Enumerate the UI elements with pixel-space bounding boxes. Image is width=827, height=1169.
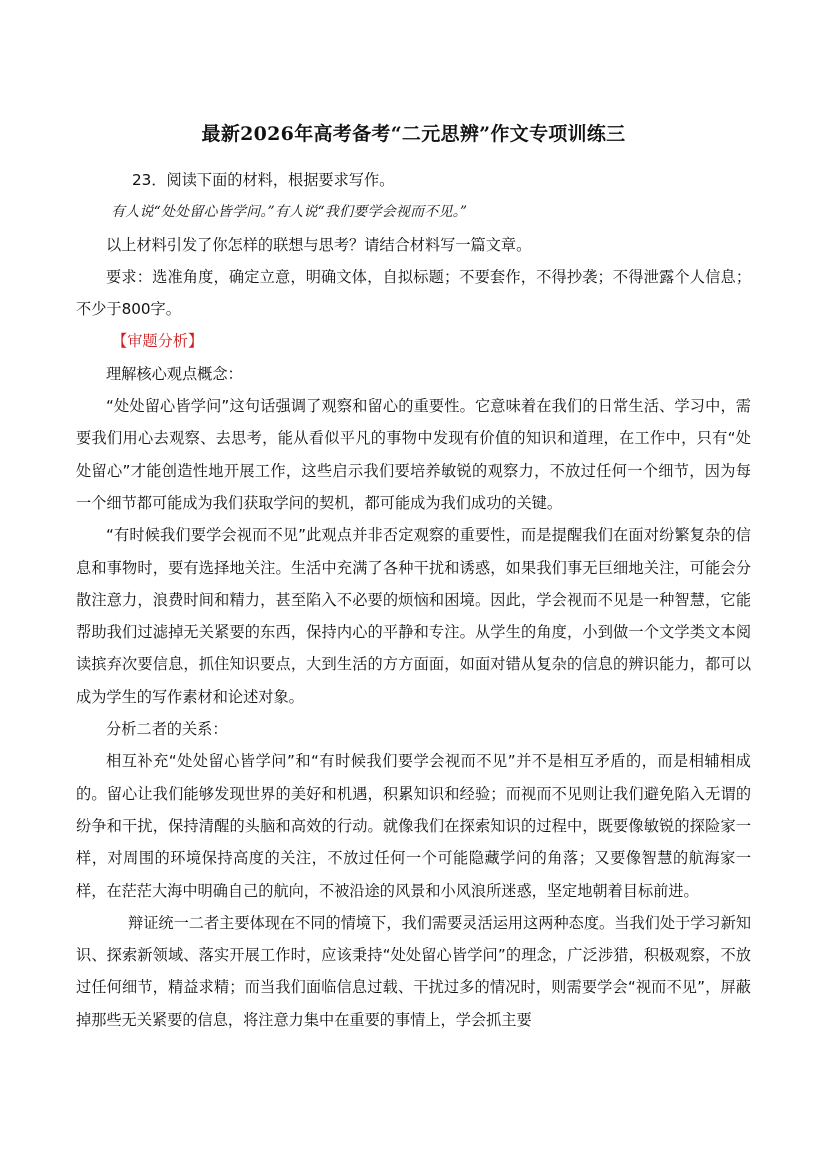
analysis-section-tag: 【审题分析】: [112, 332, 204, 351]
document-title: 最新2026年高考备考“二元思辨”作文专项训练三: [201, 123, 626, 145]
material-quote: 有人说“处处留心皆学问。”有人说“我们要学会视而不见。”: [111, 204, 468, 221]
relation-heading: 分析二者的关系：: [106, 720, 228, 739]
writing-prompt: 以上材料引发了你怎样的联想与思考？请结合材料写一篇文章。: [106, 235, 532, 254]
analysis-paragraph-4: 辩证统一二者主要体现在不同的情境下，我们需要灵活运用这两种态度。当我们处于学习新知识、探索新领域、落实开展工作时，应该秉持“处处留心皆学问”的理念，广泛涉猎，积极观察，不放过任何细节，精益求精；而当我们面临信息过载、干扰过多的情况时，则需要学会“视而不见”，屏蔽掉那些无关紧要的信息，将注意力集中在重要的事情上，学会抓主要: [76, 913, 751, 1029]
writing-requirements: 要求：选准角度，确定立意，明确文体，自拟标题；不要套作，不得抄袭；不得泄露个人信息；不少于800字。: [76, 267, 751, 319]
analysis-paragraph-1: “处处留心皆学问”这句话强调了观察和留心的重要性。它意味着在我们的日常生活、学习中，需要我们用心去观察、去思考，能从看似平凡的事物中发现有价值的知识和道理，在工作中，只有“处处留心”才能创造性地开展工作，这些启示我们要培养敏锐的观察力，不放过任何一个细节，因为每一个细节都可能成为我们获取学问的契机，都可能成为我们成功的关键。: [76, 397, 751, 512]
analysis-paragraph-2: “有时候我们要学会视而不见”此观点并非否定观察的重要性，而是提醒我们在面对纷繁复杂的信息和事物时，要有选择地关注。生活中充满了各种干扰和诱惑，如果我们事无巨细地关注，可能会分散注意力，浪费时间和精力，甚至陷入不必要的烦恼和困境。因此，学会视而不见是一种智慧，它能帮助我们过滤掉无关紧要的东西，保持内心的平静和专注。从学生的角度，小到做一个文学类文本阅读摈弃次要信息，抓住知识要点，大到生活的方方面面，如面对错从复杂的信息的辨识能力，都可以成为学生的写作素材和论述对象。: [76, 526, 751, 706]
question-intro: 23．阅读下面的材料，根据要求写作。: [132, 171, 395, 189]
analysis-paragraph-3: 相互补充“处处留心皆学问”和“有时候我们要学会视而不见”并不是相互矛盾的，而是相辅相成的。留心让我们能够发现世界的美好和机遇，积累知识和经验；而视而不见则让我们避免陷入无谓的纷争和干扰，保持清醒的头脑和高效的行动。就像我们在探索知识的过程中，既要像敏锐的探险家一样，对周围的环境保持高度的关注，不放过任何一个可能隐藏学问的角落；又要像智慧的航海家一样，在茫茫大海中明确自己的航向，不被沿途的风景和小风浪所迷惑，坚定地朝着目标前进。: [76, 752, 751, 900]
core-concept-heading: 理解核心观点概念：: [106, 364, 243, 383]
document-body: [76, 164, 751, 1036]
